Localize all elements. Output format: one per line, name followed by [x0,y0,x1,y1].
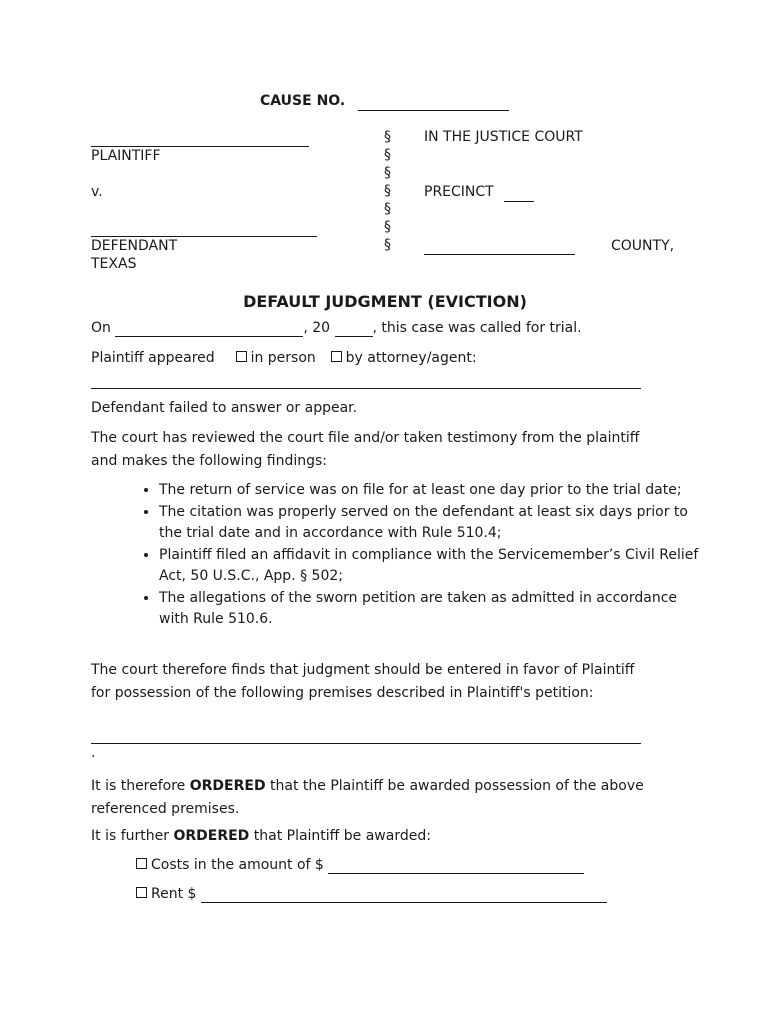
section-symbol: § [384,237,391,253]
ordered-1-prefix: It is therefore [91,778,186,794]
trial-date-sentence [91,320,582,337]
ordered-word: ORDERED [173,828,250,844]
trial-date-field[interactable] [115,320,303,337]
finding-item: • The citation was properly served on the defendant at least six days prior to the trial date and in accordance with Rule 510.4; [159,502,699,545]
costs-line [136,857,584,874]
premises-period: . [91,745,96,761]
in-person-label: in person [250,350,316,366]
section-symbol: § [384,147,391,163]
ordered-possession-paragraph [91,775,651,820]
costs-checkbox[interactable] [136,858,147,869]
ordered-award-line [91,828,431,844]
county-name-field[interactable] [424,254,575,255]
rent-label: Rent $ [151,886,197,902]
defendant-failed-text: Defendant failed to answer or appear. [91,400,358,416]
plaintiff-label: PLAINTIFF [91,148,161,164]
plaintiff-appeared-line [91,350,477,366]
costs-amount-field[interactable] [328,857,584,874]
ordered-2-suffix: that Plaintiff be awarded: [253,828,431,844]
document-title: DEFAULT JUDGMENT (EVICTION) [243,292,527,311]
cause-number-field[interactable] [358,110,509,111]
finding-item: • The return of service was on file for at least one day prior to the trial date; [159,480,699,502]
rent-line [136,886,607,903]
finding-item: • Plaintiff filed an affidavit in compliance with the Servicemember’s Civil Relief Act, 50 U.S.C., App. § 502; [159,545,699,588]
in-person-checkbox[interactable] [236,351,247,362]
section-symbol: § [384,183,391,199]
section-symbol: § [384,219,391,235]
plaintiff-name-field[interactable] [91,146,309,147]
cause-number-label: CAUSE NO. [260,93,346,109]
section-symbol: § [384,201,391,217]
defendant-label: DEFENDANT [91,238,178,254]
year-prefix: , 20 [303,320,331,336]
section-symbol: § [384,165,391,181]
by-attorney-label: by attorney/agent: [345,350,477,366]
finding-item: • The allegations of the sworn petition are taken as admitted in accordance with Rule 510.6. [159,588,699,631]
attorney-name-field[interactable] [91,388,641,389]
court-label: IN THE JUSTICE COURT [424,129,583,145]
rent-amount-field[interactable] [201,886,607,903]
court-reviewed-paragraph: The court has reviewed the court file and/or taken testimony from the plaintiff and makes the following findings: [91,430,640,469]
defendant-name-field[interactable] [91,236,317,237]
ordered-2-prefix: It is further [91,828,169,844]
rent-checkbox[interactable] [136,887,147,898]
trial-year-field[interactable] [335,320,373,337]
ordered-word: ORDERED [189,778,266,794]
plaintiff-appeared-label: Plaintiff appeared [91,350,215,366]
section-symbol: § [384,129,391,145]
findings-list [113,480,699,631]
texas-label: TEXAS [91,256,137,272]
by-attorney-checkbox[interactable] [331,351,342,362]
precinct-field[interactable] [504,201,534,202]
precinct-label: PRECINCT [424,184,494,200]
therefore-finds-paragraph: The court therefore finds that judgment should be entered in favor of Plaintiff for possession of the following premises described in Plaintiff's petition: [91,662,635,701]
premises-field[interactable] [91,743,641,744]
county-label: COUNTY, [611,238,675,254]
on-prefix: On [91,320,111,336]
called-suffix: , this case was called for trial. [372,320,582,336]
costs-label: Costs in the amount of $ [151,857,324,873]
versus-label: v. [91,184,103,200]
ordered-1-suffix: that the Plaintiff be awarded possession of the above referenced premises. [91,778,644,817]
